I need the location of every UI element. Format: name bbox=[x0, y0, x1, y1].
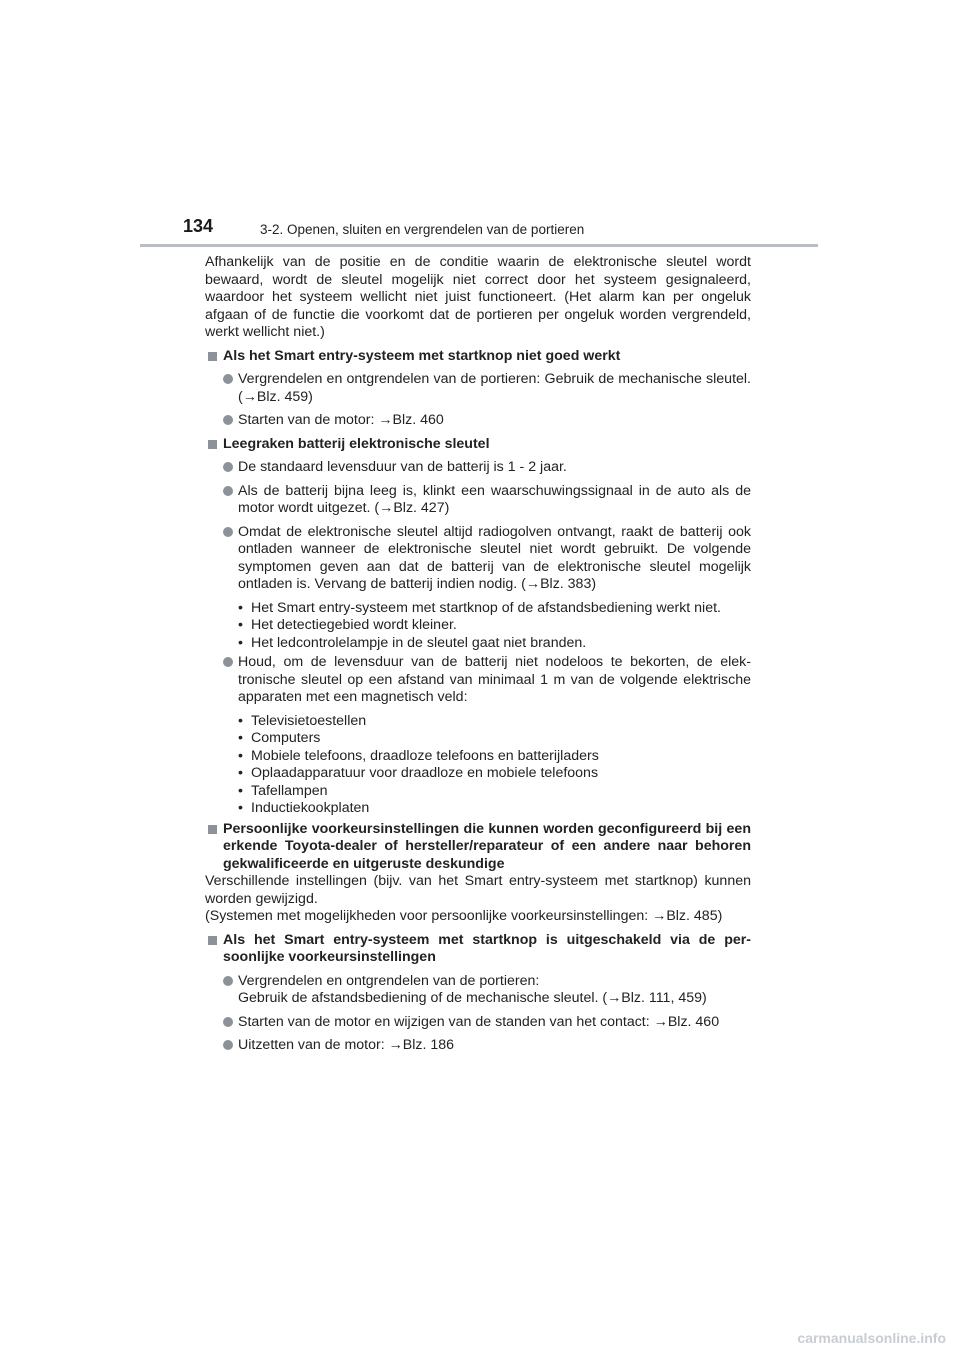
list-item bbox=[205, 654, 751, 707]
round-bullet-icon bbox=[223, 657, 233, 667]
symptom-item: • Het Smart entry-systeem met startknop of de afstandsbediening werkt niet. bbox=[238, 599, 721, 616]
list-item-text: Starten van de motor en wijzigen van de standen van het contact: →Blz. 460 bbox=[238, 1013, 720, 1030]
page-number: 134 bbox=[183, 216, 214, 236]
section-heading-battery bbox=[205, 436, 751, 454]
page-content bbox=[205, 254, 751, 1055]
section-heading-disabled bbox=[205, 932, 751, 967]
square-bullet-icon bbox=[208, 825, 217, 834]
round-bullet-icon bbox=[223, 976, 233, 986]
list-item bbox=[205, 412, 751, 430]
device-list bbox=[238, 713, 751, 818]
device-item: • Computers bbox=[238, 730, 321, 746]
list-item-text: Vergrendelen en ontgrendelen van de portieren: Gebruik de mechanische sleutel. (→Blz. 459) bbox=[238, 371, 751, 405]
device-item: • Televisietoestellen bbox=[238, 712, 367, 729]
round-bullet-icon bbox=[223, 415, 233, 425]
list-item-text: Omdat de elektronische sleutel altijd radiogolven ontvangt, raakt de batterij ook ontladen wanneer de elektronische sleutel niet wordt gebruikt. De volgende symptomen geven aan dat de batterij van de elektronische sleutel mogelijk ontladen is. Vervang de batterij indien nodig. (→Blz. 383) bbox=[238, 523, 751, 592]
square-bullet-icon bbox=[208, 936, 217, 945]
list-item-text: Vergrendelen en ontgrendelen van de portieren: Gebruik de afstandsbediening of de mechanische sleutel. (→Blz. 111, 459) bbox=[238, 972, 707, 1006]
section-header-title: 3-2. Openen, sluiten en vergrendelen van de portieren bbox=[260, 222, 585, 237]
intro-paragraph: Afhankelijk van de positie en de conditie waarin de elektronische sleutel wordt bewaard, wordt de sleutel mogelijk niet correct door het systeem gesignaleerd, waardoor het systeem wellicht niet juist functioneert. (Het alarm kan per ongeluk afgaan of de functie die voorkomt dat de portieren per ongeluk worden vergrendeld, werkt wellicht niet.) bbox=[205, 254, 751, 340]
list-item bbox=[205, 1014, 751, 1032]
device-item: • Oplaadapparatuur voor draadloze en mobiele telefoons bbox=[238, 765, 599, 781]
list-item bbox=[205, 459, 751, 477]
round-bullet-icon bbox=[223, 1040, 233, 1050]
symptom-item: • Het ledcontrolelampje in de sleutel gaat niet branden. bbox=[238, 634, 587, 651]
device-item: • Inductiekookplaten bbox=[238, 800, 370, 816]
section-heading-malfunction bbox=[205, 348, 751, 366]
list-item bbox=[205, 371, 751, 406]
round-bullet-icon bbox=[223, 462, 233, 472]
list-item-text: Starten van de motor: →Blz. 460 bbox=[238, 412, 444, 428]
device-item: • Tafellampen bbox=[238, 782, 328, 799]
list-item bbox=[205, 1037, 751, 1055]
round-bullet-icon bbox=[223, 1017, 233, 1027]
section-title: Als het Smart entry-systeem met startknop niet goed werkt bbox=[223, 347, 621, 364]
customization-text: Verschillende instellingen (bijv. van het Smart entry-systeem met startknop) kunnen worden gewijzigd. bbox=[205, 873, 751, 907]
symptom-list bbox=[238, 600, 751, 653]
list-item-text: Uitzetten van de motor: →Blz. 186 bbox=[238, 1037, 455, 1053]
customization-reference: (Systemen met mogelijkheden voor persoonlijke voorkeursinstellingen: →Blz. 485) bbox=[205, 908, 723, 924]
list-item bbox=[205, 973, 751, 1008]
section-heading-customization bbox=[205, 821, 751, 874]
round-bullet-icon bbox=[223, 486, 233, 496]
list-item bbox=[205, 524, 751, 594]
watermark: carmanualsonline.info bbox=[797, 1330, 946, 1346]
section-title: Als het Smart entry-systeem met startknop is uitgeschakeld via de persoonlijke voorkeursinstellingen bbox=[223, 931, 751, 965]
round-bullet-icon bbox=[223, 374, 233, 384]
device-item: • Mobiele telefoons, draadloze telefoons en batterijladers bbox=[238, 747, 599, 764]
list-item-text: De standaard levensduur van de batterij is 1 - 2 jaar. bbox=[238, 459, 567, 475]
section-title: Persoonlijke voorkeursinstellingen die kunnen worden geconfigureerd bij een erkende Toyota-dealer of hersteller/reparateur of een andere naar behoren gekwalificeerde en uitgeruste deskundige bbox=[223, 820, 751, 872]
list-item-text: Houd, om de levensduur van de batterij niet nodeloos te bekorten, de elektronische sleutel op een afstand van minimaal 1 m van de volgende elektrische apparaten met een magnetisch veld: bbox=[238, 654, 751, 705]
list-item bbox=[205, 483, 751, 518]
symptom-item: • Het detectiegebied wordt kleiner. bbox=[238, 617, 457, 633]
header-divider bbox=[140, 244, 818, 247]
square-bullet-icon bbox=[208, 440, 217, 449]
list-item-text: Als de batterij bijna leeg is, klinkt een waarschuwingssignaal in de auto als de motor wordt uitgezet. (→Blz. 427) bbox=[238, 482, 751, 516]
square-bullet-icon bbox=[208, 352, 217, 361]
section-title: Leegraken batterij elektronische sleutel bbox=[223, 435, 490, 452]
round-bullet-icon bbox=[223, 527, 233, 537]
